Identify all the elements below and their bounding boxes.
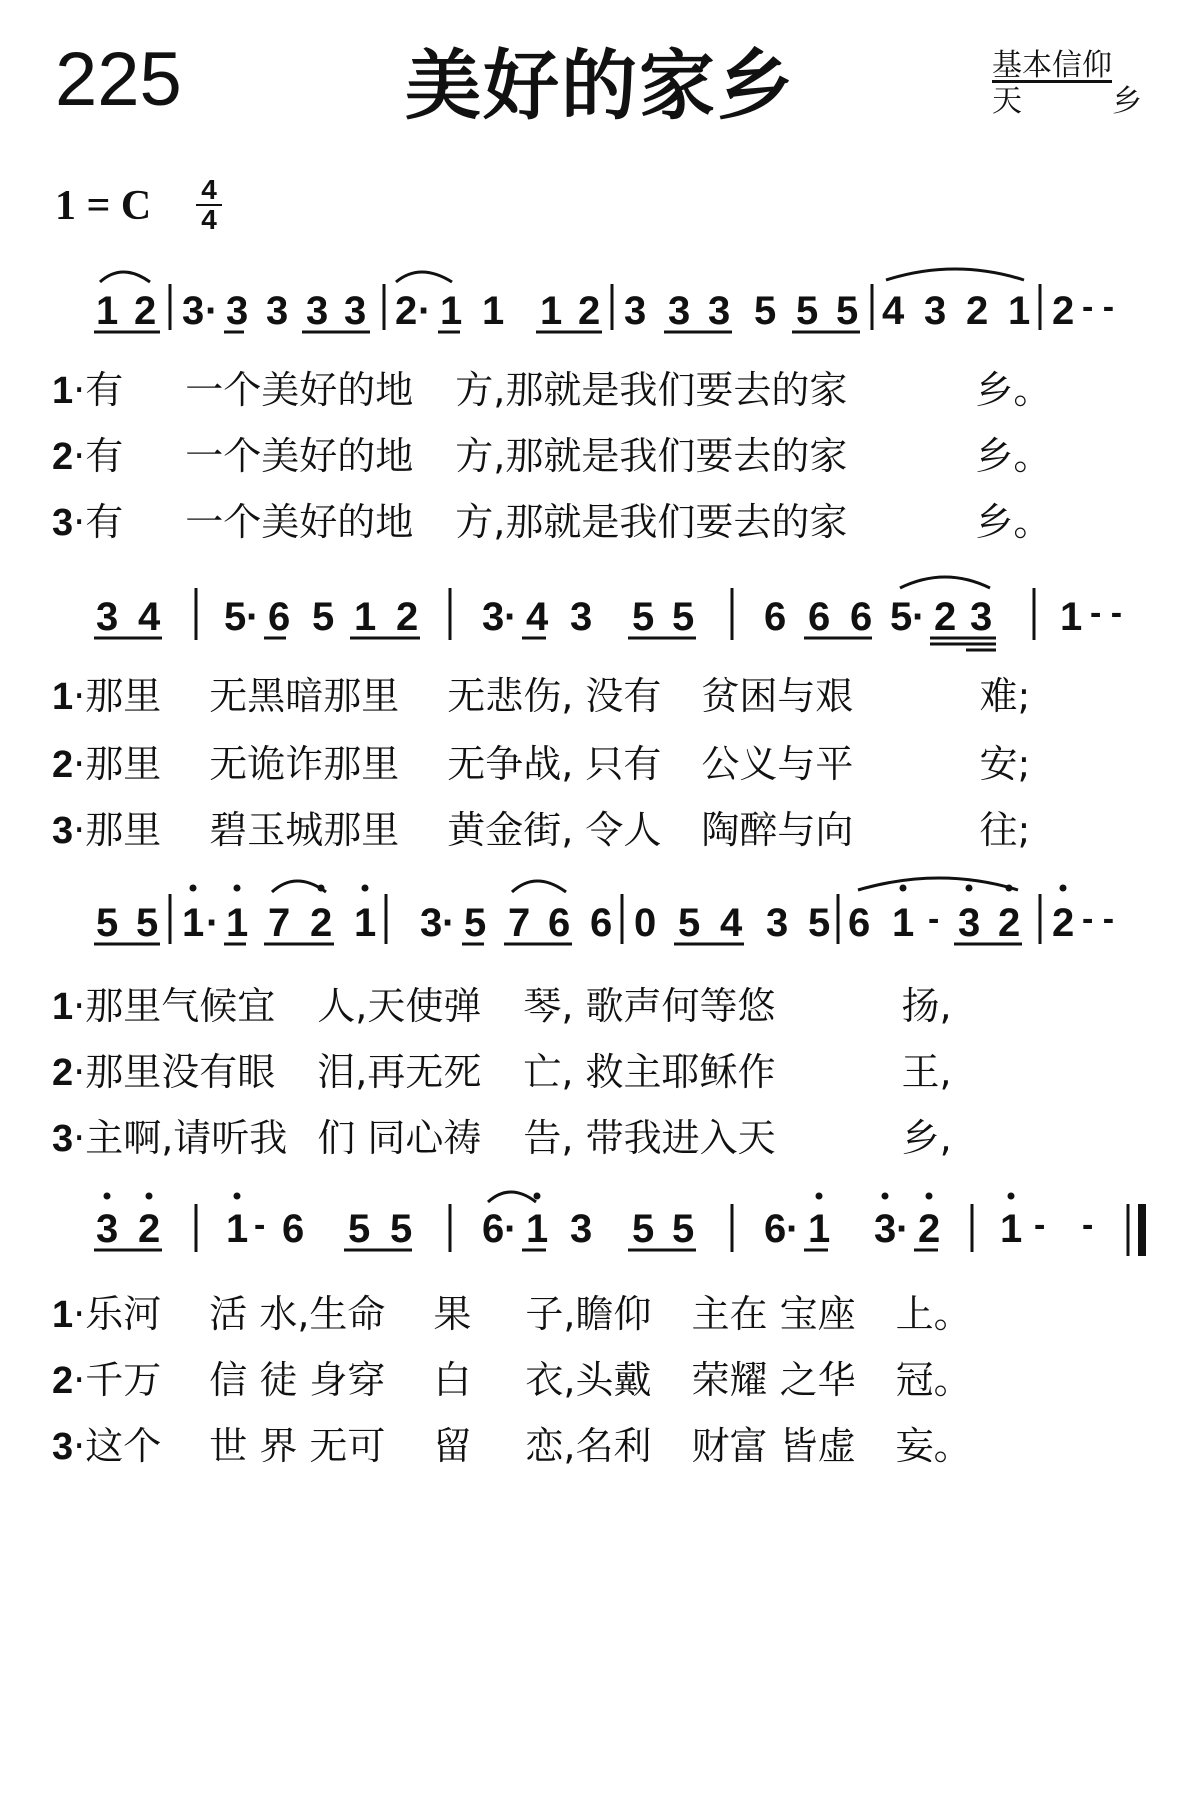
verse-number: 3: [52, 1118, 74, 1160]
svg-text:-: -: [928, 900, 940, 938]
category-line-1: 基本信仰: [992, 48, 1112, 83]
verse-number: 1: [52, 986, 74, 1028]
lyric-segment: 荣耀 之华: [691, 1358, 856, 1402]
lyric-segment: 妄。: [895, 1424, 972, 1468]
lyric-segment: ·有: [73, 500, 124, 544]
notation-system-3: [96, 900, 1114, 945]
lyric-segment: ·这个: [73, 1424, 162, 1468]
lyric-segment: 上。: [895, 1292, 972, 1336]
lyric-segment: 子,瞻仰: [525, 1292, 652, 1336]
svg-text:·: ·: [246, 595, 260, 639]
svg-text:3: 3: [420, 901, 443, 945]
svg-text:5: 5: [224, 595, 247, 639]
lyric-segment: 衣,头戴: [525, 1358, 652, 1402]
lyric-segment: 王,: [901, 1050, 952, 1094]
lyric-segment: 难;: [979, 674, 1031, 718]
lyric-segment: 一个美好的地: [185, 500, 414, 544]
lyric-segment: 无黑暗那里: [209, 674, 400, 718]
svg-text:2: 2: [138, 1207, 161, 1251]
lyric-line-s2-v1: [52, 674, 1030, 718]
svg-text:3: 3: [482, 595, 505, 639]
lyric-segment: 陶醉与向: [701, 808, 854, 852]
lyric-segment: 冠。: [895, 1358, 972, 1402]
svg-text:3: 3: [624, 289, 647, 333]
lyric-line-s1-v2: [52, 434, 1051, 478]
lyric-line-s2-v2: [52, 742, 1030, 786]
svg-text:6: 6: [808, 595, 831, 639]
lyric-segment: 贫困与艰: [701, 674, 854, 718]
lyric-line-s1-v1: [52, 368, 1051, 412]
key-signature: 1 = C: [55, 183, 152, 229]
verse-number: 2: [52, 1052, 74, 1094]
svg-text:2: 2: [918, 1207, 941, 1251]
lyric-segment: 人,天使弹: [317, 984, 482, 1028]
lyric-segment: 乡。: [975, 368, 1052, 412]
verse-number: 3: [52, 502, 74, 544]
time-signature-numerator: 4: [201, 174, 217, 205]
lyric-segment: 公义与平: [701, 742, 854, 786]
svg-text:- -: - -: [1090, 594, 1123, 632]
svg-text:6: 6: [850, 595, 873, 639]
lyric-segment: 乡。: [975, 434, 1052, 478]
svg-text:3: 3: [226, 289, 249, 333]
lyric-line-s3-v2: [52, 1050, 952, 1094]
svg-text:3: 3: [570, 595, 593, 639]
svg-text:1: 1: [354, 901, 377, 945]
lyric-segment: ·那里: [73, 808, 162, 852]
svg-text:1: 1: [1008, 289, 1031, 333]
svg-text:5: 5: [672, 595, 695, 639]
lyric-line-s3-v3: [52, 1116, 952, 1160]
lyric-segment: 泪,再无死: [317, 1050, 482, 1094]
svg-text:4: 4: [138, 595, 161, 639]
svg-text:4: 4: [526, 595, 549, 639]
lyric-segment: 琴, 歌声何等悠: [523, 984, 776, 1028]
lyric-segment: 黄金街, 令人: [447, 808, 662, 852]
lyric-segment: 方,那就是我们要去的家: [455, 434, 848, 478]
svg-text:6: 6: [548, 901, 571, 945]
svg-text:6: 6: [268, 595, 291, 639]
svg-text:6: 6: [764, 1207, 787, 1251]
lyric-segment: 无争战, 只有: [447, 742, 662, 786]
lyric-segment: ·有: [73, 434, 124, 478]
svg-text:1: 1: [482, 289, 505, 333]
lyric-segment: 亡, 救主耶稣作: [523, 1050, 776, 1094]
verse-number: 3: [52, 1426, 74, 1468]
svg-text:1: 1: [226, 1207, 249, 1251]
svg-text:·: ·: [206, 901, 220, 945]
lyric-segment: 世 界 无可: [209, 1424, 386, 1468]
lyric-segment: 白: [433, 1358, 472, 1402]
lyric-line-s4-v3: [52, 1424, 972, 1468]
svg-text:5: 5: [390, 1207, 413, 1251]
lyric-segment: ·乐河: [73, 1292, 162, 1336]
svg-text:1: 1: [540, 289, 563, 333]
lyric-segment: ·那里: [73, 674, 162, 718]
svg-text:1: 1: [440, 289, 463, 333]
svg-text:·: ·: [418, 289, 432, 333]
svg-text:5: 5: [312, 595, 335, 639]
svg-text:·: ·: [504, 595, 518, 639]
svg-text:2: 2: [395, 289, 418, 333]
svg-text:1: 1: [182, 901, 205, 945]
lyric-segment: 碧玉城那里: [209, 808, 400, 852]
svg-text:7: 7: [508, 901, 531, 945]
svg-text:5: 5: [96, 901, 119, 945]
svg-text:-: -: [254, 1206, 266, 1244]
svg-text:3: 3: [266, 289, 289, 333]
svg-text:5: 5: [678, 901, 701, 945]
svg-text:3: 3: [924, 289, 947, 333]
verse-number: 2: [52, 436, 74, 478]
svg-text:·: ·: [504, 1207, 518, 1251]
lyric-segment: 们 同心祷: [317, 1116, 482, 1160]
lyric-line-s4-v1: [52, 1292, 972, 1336]
svg-text:6: 6: [590, 901, 613, 945]
svg-text:1: 1: [1000, 1207, 1023, 1251]
svg-text:·: ·: [442, 901, 456, 945]
svg-text:2: 2: [310, 901, 333, 945]
svg-text:·: ·: [205, 289, 219, 333]
svg-text:3: 3: [182, 289, 205, 333]
lyric-line-s2-v3: [52, 808, 1030, 852]
lyric-line-s4-v2: [52, 1358, 972, 1402]
svg-text:1: 1: [892, 901, 915, 945]
lyric-segment: 告, 带我进入天: [523, 1116, 776, 1160]
verse-number: 1: [52, 370, 74, 412]
svg-text:3: 3: [570, 1207, 593, 1251]
system-4-lines: [94, 1192, 1128, 1256]
svg-text:5: 5: [796, 289, 819, 333]
svg-text:6: 6: [282, 1207, 305, 1251]
svg-text:2: 2: [1052, 289, 1075, 333]
notation-system-2: [96, 594, 1122, 639]
svg-text:2: 2: [134, 289, 157, 333]
svg-text:5: 5: [632, 1207, 655, 1251]
lyric-segment: 方,那就是我们要去的家: [455, 368, 848, 412]
hymn-number: 225: [55, 37, 182, 122]
svg-text:3: 3: [306, 289, 329, 333]
lyric-segment: 恋,名利: [525, 1424, 652, 1468]
svg-text:1: 1: [1060, 595, 1083, 639]
svg-text:5: 5: [632, 595, 655, 639]
svg-text:3: 3: [766, 901, 789, 945]
svg-text:4: 4: [882, 289, 905, 333]
time-signature-denominator: 4: [196, 204, 222, 234]
lyric-segment: 方,那就是我们要去的家: [455, 500, 848, 544]
svg-text:2: 2: [396, 595, 419, 639]
svg-text:5: 5: [136, 901, 159, 945]
lyric-segment: ·主啊,请听我: [73, 1116, 288, 1160]
lyric-segment: 留: [433, 1424, 472, 1468]
svg-text:1: 1: [96, 289, 119, 333]
verse-number: 2: [52, 744, 74, 786]
svg-text:5: 5: [890, 595, 913, 639]
svg-text:0: 0: [634, 901, 657, 945]
system-3-octave-dots: [190, 885, 1067, 892]
lyric-segment: 安;: [979, 742, 1031, 786]
verse-number: 1: [52, 676, 74, 718]
svg-text:3: 3: [96, 1207, 119, 1251]
svg-text:3: 3: [958, 901, 981, 945]
category-line-2: 天 乡: [992, 84, 1142, 119]
lyric-segment: ·那里: [73, 742, 162, 786]
svg-text:3: 3: [344, 289, 367, 333]
lyric-line-s1-v3: [52, 500, 1051, 544]
svg-text:- -: - -: [1082, 900, 1115, 938]
svg-text:2: 2: [998, 901, 1021, 945]
svg-text:5: 5: [672, 1207, 695, 1251]
svg-text:4: 4: [720, 901, 743, 945]
lyric-segment: 无诡诈那里: [209, 742, 400, 786]
svg-text:6: 6: [764, 595, 787, 639]
lyric-segment: ·有: [73, 368, 124, 412]
svg-text:2: 2: [934, 595, 957, 639]
lyric-segment: 乡,: [901, 1116, 952, 1160]
final-barline: [1138, 1204, 1146, 1256]
svg-text:2: 2: [578, 289, 601, 333]
lyric-segment: ·那里没有眼: [73, 1050, 276, 1094]
lyric-segment: ·那里气候宜: [73, 984, 276, 1028]
svg-text:2: 2: [1052, 901, 1075, 945]
lyric-segment: 信 徒 身穿: [209, 1358, 386, 1402]
svg-text:6: 6: [848, 901, 871, 945]
svg-text:7: 7: [268, 901, 291, 945]
lyric-segment: 一个美好的地: [185, 434, 414, 478]
svg-text:5: 5: [836, 289, 859, 333]
system-4-octave-dots: [104, 1193, 1015, 1200]
lyric-segment: 活 水,生命: [209, 1292, 386, 1336]
svg-text:1: 1: [526, 1207, 549, 1251]
svg-text:5: 5: [754, 289, 777, 333]
verse-number: 2: [52, 1360, 74, 1402]
svg-text:·: ·: [896, 1207, 910, 1251]
svg-text:·: ·: [912, 595, 926, 639]
svg-text:1: 1: [354, 595, 377, 639]
lyric-segment: 扬,: [901, 984, 952, 1028]
verse-number: 1: [52, 1294, 74, 1336]
svg-text:5: 5: [464, 901, 487, 945]
svg-text:5: 5: [348, 1207, 371, 1251]
svg-text:3: 3: [874, 1207, 897, 1251]
lyric-segment: ·千万: [73, 1358, 162, 1402]
page-title: 美好的家乡: [405, 41, 795, 130]
svg-text:-: -: [1034, 1206, 1046, 1244]
lyric-segment: 无悲伤, 没有: [447, 674, 662, 718]
lyric-line-s3-v1: [52, 984, 952, 1028]
svg-text:-: -: [1082, 1206, 1094, 1244]
svg-text:5: 5: [808, 901, 831, 945]
notation-system-4: [96, 1206, 1093, 1251]
lyric-segment: 往;: [979, 808, 1031, 852]
svg-text:3: 3: [970, 595, 993, 639]
svg-text:3: 3: [96, 595, 119, 639]
lyric-segment: 主在 宝座: [691, 1292, 856, 1336]
lyric-segment: 财富 皆虚: [691, 1424, 856, 1468]
lyric-segment: 果: [433, 1292, 472, 1336]
svg-text:3: 3: [668, 289, 691, 333]
lyric-segment: 乡。: [975, 500, 1052, 544]
svg-text:- -: - -: [1082, 288, 1115, 326]
svg-text:·: ·: [786, 1207, 800, 1251]
svg-text:3: 3: [708, 289, 731, 333]
svg-text:1: 1: [226, 901, 249, 945]
svg-text:2: 2: [966, 289, 989, 333]
verse-number: 3: [52, 810, 74, 852]
svg-text:6: 6: [482, 1207, 505, 1251]
notation-system-1: [96, 288, 1114, 333]
svg-text:1: 1: [808, 1207, 831, 1251]
lyric-segment: 一个美好的地: [185, 368, 414, 412]
